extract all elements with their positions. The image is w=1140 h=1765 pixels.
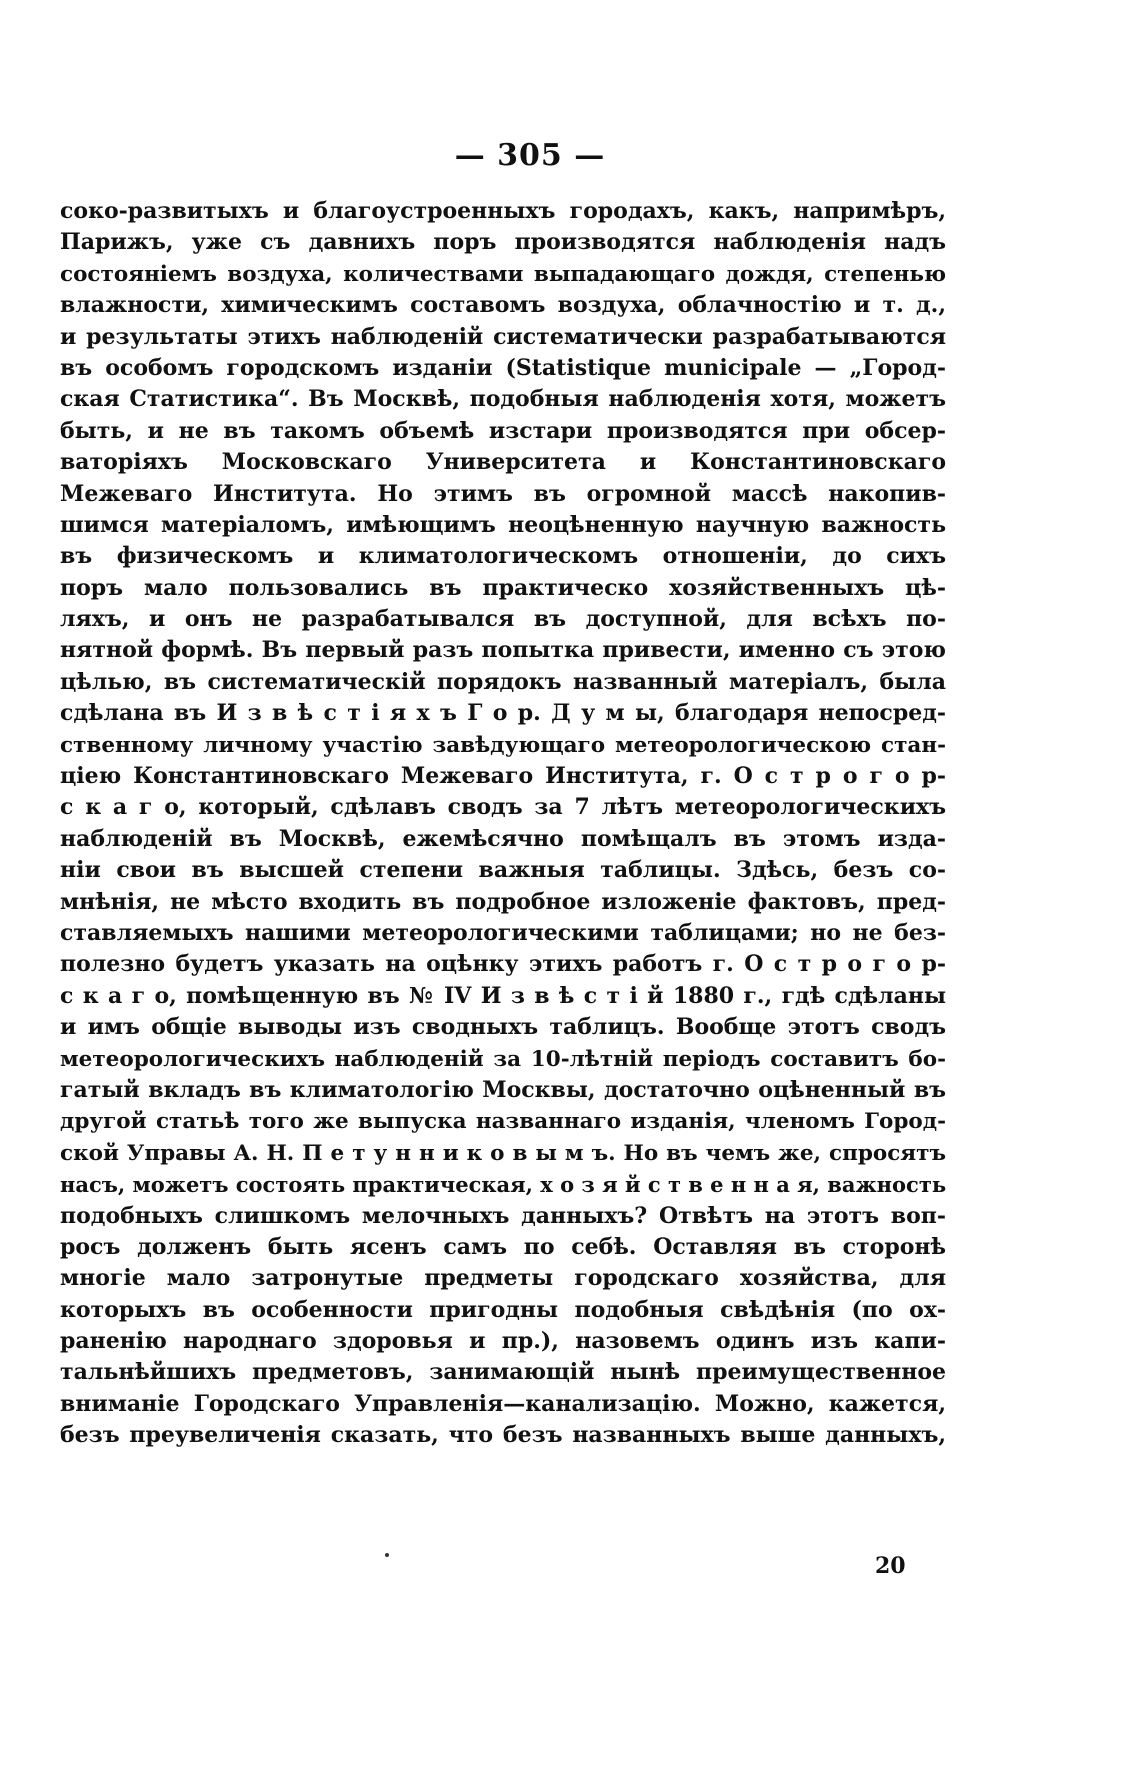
text-line: ціею Константиновскаго Межеваго Института, г. О с т р о г о р-: [60, 763, 946, 790]
text-line: ваторіяхъ Московскаго Университета и Константиновскаго: [60, 449, 946, 476]
text-line: и имъ общіе выводы изъ сводныхъ таблицъ. Вообще этотъ сводъ: [60, 1014, 946, 1041]
text-line: ской Управы А. Н. П е т у н н и к о в ы м ъ. Но въ чемъ же, спросятъ: [60, 1140, 946, 1166]
text-line: вниманіе Городскаго Управленія—канализацію. Можно, кажется,: [60, 1390, 946, 1417]
text-line: тальнѣйшихъ предметовъ, занимающій нынѣ преимущественное: [60, 1359, 946, 1386]
text-line: раненію народнаго здоровья и пр.), назовемъ одинъ изъ капи-: [60, 1328, 946, 1355]
text-line: насъ, можетъ состоять практическая, х о з я й с т в е н н а я, важность: [60, 1172, 946, 1198]
print-speck: [385, 1553, 389, 1557]
text-line: влажности, химическимъ составомъ воздуха, облачностію и т. д.,: [60, 292, 946, 319]
text-line: с к а г о, помѣщенную въ № IV И з в ѣ с т і й 1880 г., гдѣ сдѣланы: [60, 982, 946, 1009]
text-line: полезно будетъ указать на оцѣнку этихъ работъ г. О с т р о г о р-: [60, 951, 946, 978]
text-line: Парижъ, уже съ давнихъ поръ производятся наблюденія надъ: [60, 229, 946, 256]
text-line: другой статьѣ того же выпуска названнаго изданія, членомъ Город-: [60, 1109, 946, 1135]
text-line: ская Статистика“. Въ Москвѣ, подобныя наблюденія хотя, можетъ: [60, 386, 946, 413]
text-line: которыхъ въ особенности пригодны подобныя свѣдѣнія (по ох-: [60, 1296, 946, 1323]
text-line: наблюденій въ Москвѣ, ежемѣсячно помѣщалъ въ этомъ изда-: [60, 825, 946, 852]
text-line: сдѣлана въ И з в ѣ с т і я х ъ Г о р. Д у м ы, благодаря непосред-: [60, 700, 946, 727]
text-line: въ особомъ городскомъ изданіи (Statistique municipale — „Город-: [60, 354, 946, 381]
text-line: нятной формѣ. Въ первый разъ попытка привести, именно съ этою: [60, 637, 946, 664]
text-line: ніи свои въ высшей степени важныя таблицы. Здѣсь, безъ со-: [60, 857, 946, 884]
text-line: Межеваго Института. Но этимъ въ огромной массѣ накопив-: [60, 480, 946, 507]
text-line: подобныхъ слишкомъ мелочныхъ данныхъ? Отвѣтъ на этотъ воп-: [60, 1202, 946, 1229]
text-line: росъ долженъ быть ясенъ самъ по себѣ. Оставляя въ сторонѣ: [60, 1233, 946, 1260]
body-text: [60, 196, 946, 1452]
text-line: ставляемыхъ нашими метеорологическими таблицами; но не без-: [60, 919, 946, 946]
text-line: ляхъ, и онъ не разрабатывался въ доступной, для всѣхъ по-: [60, 606, 946, 633]
text-line: метеорологическихъ наблюденій за 10-лѣтній періодъ составитъ бо-: [60, 1046, 946, 1072]
text-line: многіе мало затронутые предметы городскаго хозяйства, для: [60, 1265, 946, 1292]
text-line: ственному личному участію завѣдующаго метеорологическою стан-: [60, 732, 946, 758]
text-line: состояніемъ воздуха, количествами выпадающаго дождя, степенью: [60, 261, 946, 287]
text-line: гатый вкладъ въ климатологію Москвы, достаточно оцѣненный въ: [60, 1076, 946, 1103]
text-line: поръ мало пользовались въ практическо хозяйственныхъ цѣ-: [60, 574, 946, 601]
page-number-header: — 305 —: [454, 138, 606, 173]
text-line: соко-развитыхъ и благоустроенныхъ городахъ, какъ, напримѣръ,: [60, 198, 946, 224]
text-line: шимся матеріаломъ, имѣющимъ неоцѣненную научную важность: [60, 511, 946, 538]
text-line: мнѣнія, не мѣсто входить въ подробное изложеніе фактовъ, пред-: [60, 888, 946, 915]
text-line: с к а г о, который, сдѣлавъ сводъ за 7 лѣтъ метеорологическихъ: [60, 794, 946, 821]
text-line: въ физическомъ и климатологическомъ отношеніи, до сихъ: [60, 543, 946, 570]
text-line: безъ преувеличенія сказать, что безъ названныхъ выше данныхъ,: [60, 1422, 946, 1449]
text-line: и результаты этихъ наблюденій систематически разрабатываются: [60, 323, 946, 350]
text-line: быть, и не въ такомъ объемѣ изстари производятся при обсер-: [60, 417, 946, 444]
signature-mark: 20: [875, 1553, 906, 1579]
text-line: цѣлью, въ систематическій порядокъ названный матеріалъ, была: [60, 668, 946, 695]
